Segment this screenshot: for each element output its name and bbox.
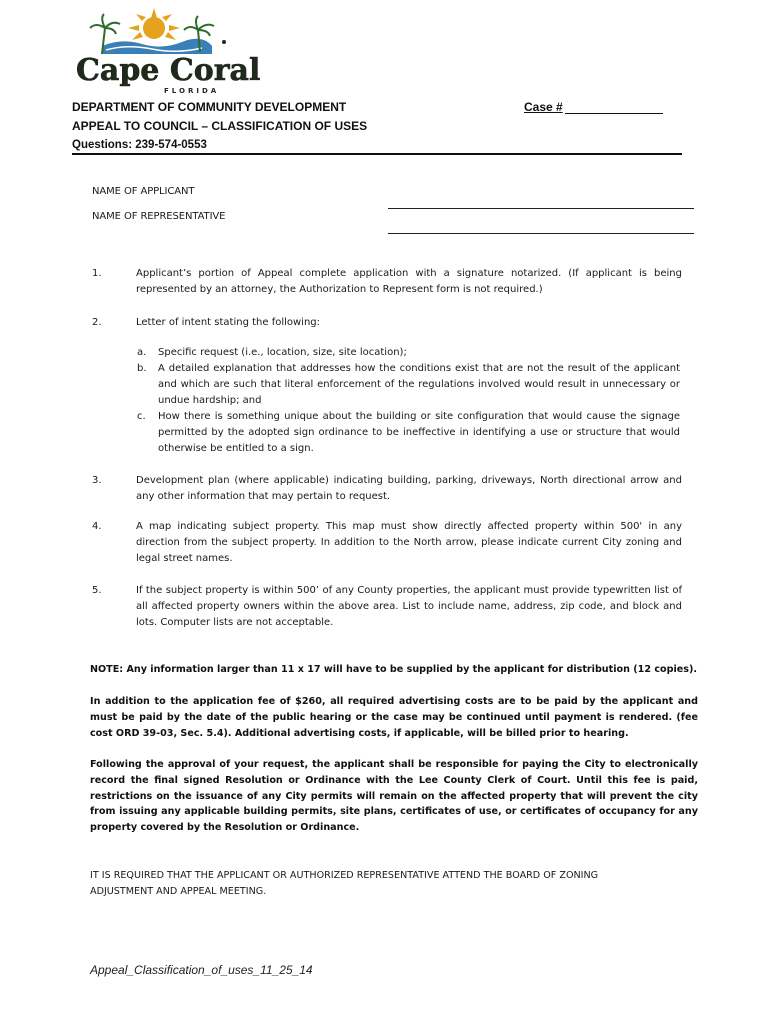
item-text: Development plan (where applicable) indicating building, parking, driveways, North directional arrow and any other information that may pertain to request. xyxy=(136,475,682,502)
subitem-text: A detailed explanation that addresses how the conditions exist that are not the result of the applicant and which are such that literal enforcement of the regulations involved would result in unnecessary or undue hardship; and xyxy=(158,363,680,406)
cape-coral-logo xyxy=(72,6,261,98)
attendance-requirement: IT IS REQUIRED THAT THE APPLICANT OR AUTHORIZED REPRESENTATIVE ATTEND THE BOARD OF ZONING ADJUSTMENT AND APPEAL MEETING. xyxy=(90,870,599,897)
item-number: 3. xyxy=(92,475,102,486)
approval-paragraph: Following the approval of your request, the applicant shall be responsible for paying the City to electronically record the final signed Resolution or Ordinance with the Lee County Clerk of Court. Until this fee is paid, restrictions on the issuance of any City permits will remain on the affected property that will prevent the city from issuing any applicable building permits, site plans, certificates of use, or certificates of occupancy for any property covered by the Resolution or Ordinance. xyxy=(90,759,698,834)
applicant-line[interactable] xyxy=(388,208,694,209)
subitem-label: c. xyxy=(137,411,146,422)
case-number-line[interactable] xyxy=(565,101,663,114)
questions-phone: Questions: 239-574-0553 xyxy=(72,139,207,151)
fee-paragraph: In addition to the application fee of $260, all required advertising costs are to be paid by the applicant and must be paid by the date of the public hearing or the case may be continued until payment is rendered. (fee cost ORD 39-03, Sec. 5.4). Additional advertising costs, if applicable, will be billed prior to hearing. xyxy=(90,696,698,739)
applicant-label: NAME OF APPLICANT xyxy=(92,186,195,197)
form-title: APPEAL TO COUNCIL – CLASSIFICATION OF USES xyxy=(72,119,368,133)
item-number: 2. xyxy=(92,317,102,328)
item-number: 1. xyxy=(92,268,102,279)
form-id-footer: Appeal_Classification_of_uses_11_25_14 xyxy=(90,963,313,977)
item-text: A map indicating subject property. This map must show directly affected property within 500' in any direction from the subject property. In addition to the North arrow, please indicate current City zoning and legal street names. xyxy=(136,521,682,564)
item-text: Letter of intent stating the following: xyxy=(136,317,321,328)
subitem-label: a. xyxy=(137,347,147,358)
subitem-label: b. xyxy=(137,363,147,374)
representative-label: NAME OF REPRESENTATIVE xyxy=(92,211,226,222)
item-number: 5. xyxy=(92,585,102,596)
subitem-text: Specific request (i.e., location, size, site location); xyxy=(158,347,407,358)
subitem-text: How there is something unique about the building or site configuration that would cause the signage permitted by the adopted sign ordinance to be ineffective in identifying a use or structure that would otherwise be entitled to a sign. xyxy=(158,411,680,454)
item-text: Applicant’s portion of Appeal complete application with a signature notarized. (If applicant is being represented by an attorney, the Authorization to Represent form is not required.) xyxy=(136,268,682,295)
logo-subtext: FLORIDA xyxy=(164,87,220,95)
logo-wordmark: Cape Coral xyxy=(76,53,261,88)
case-label: Case # xyxy=(524,100,563,114)
header-divider xyxy=(72,153,682,155)
logo-graphic xyxy=(72,6,261,98)
department-heading: DEPARTMENT OF COMMUNITY DEVELOPMENT xyxy=(72,100,347,114)
case-number-field xyxy=(524,100,663,114)
logo-sun xyxy=(128,8,180,40)
note-paragraph: NOTE: Any information larger than 11 x 17 will have to be supplied by the applicant for distribution (12 copies). xyxy=(90,664,698,675)
representative-line[interactable] xyxy=(388,233,694,234)
item-number: 4. xyxy=(92,521,102,532)
item-text: If the subject property is within 500’ of any County properties, the applicant must provide typewritten list of all affected property owners within the above area. List to include name, address, zip code, and block and lots. Computer lists are not acceptable. xyxy=(136,585,682,628)
logo-water xyxy=(102,39,212,54)
